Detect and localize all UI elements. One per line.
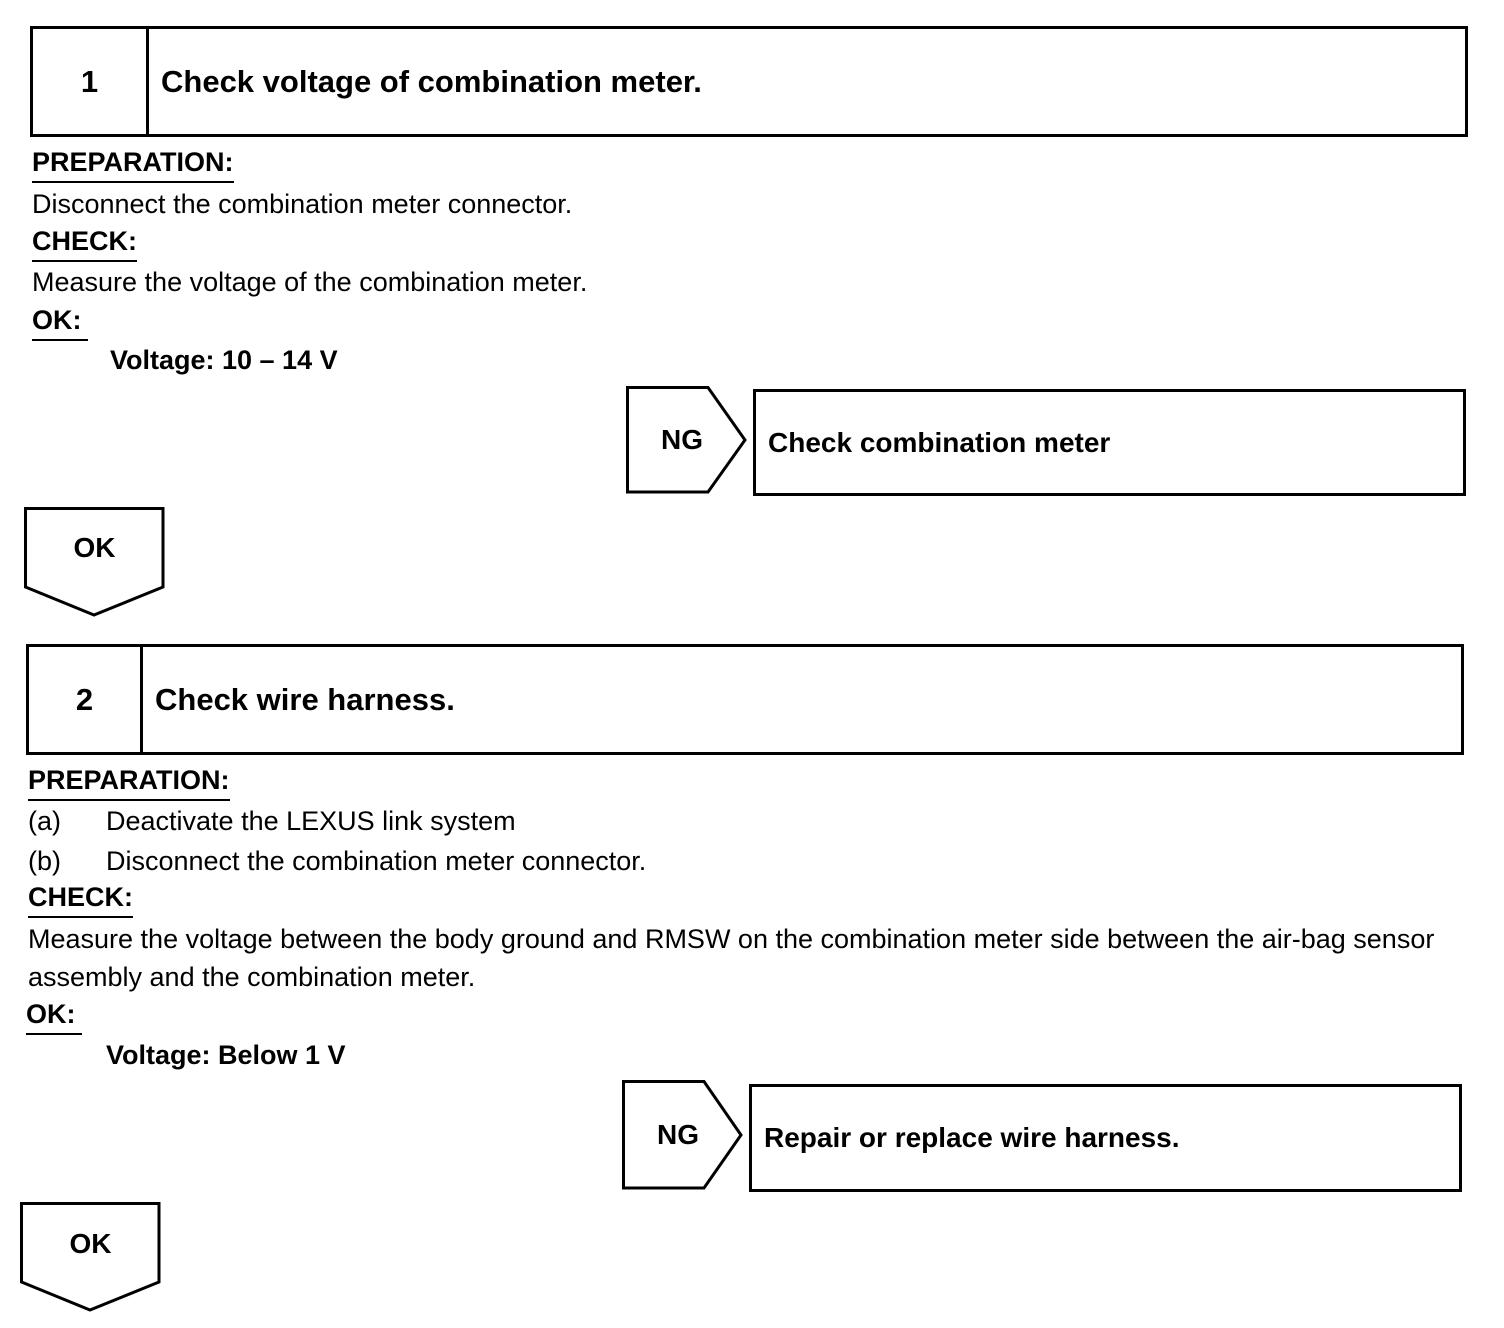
step-2-prep-item-b-text: Disconnect the combination meter connector. — [106, 846, 647, 876]
step-2-number: 2 — [29, 647, 143, 752]
step-1-number: 1 — [33, 29, 149, 134]
step-1-ng-result-box — [753, 389, 1466, 496]
step-1-preparation-text: Disconnect the combination meter connector. — [32, 189, 573, 219]
step-1-check-heading: CHECK: — [32, 225, 137, 262]
step-2-ng-result-text: Repair or replace wire harness. — [764, 1122, 1180, 1153]
step-1-title: Check voltage of combination meter. — [161, 63, 702, 99]
step-1-check-text: Measure the voltage of the combination meter. — [32, 267, 588, 297]
step-1-ok-spec: Voltage: 10 – 14 V — [110, 345, 338, 375]
step-1-ok-heading: OK: — [32, 304, 88, 341]
step-2-ng-label: NG — [657, 1119, 699, 1150]
step-1-header — [30, 26, 1468, 137]
step-2-preparation-heading: PREPARATION: — [28, 764, 230, 801]
step-2-ok-spec: Voltage: Below 1 V — [106, 1040, 346, 1070]
step-2-prep-item-a-label: (a) — [28, 806, 61, 836]
step-2-prep-item-a-text: Deactivate the LEXUS link system — [106, 806, 516, 836]
step-1-ok-label: OK — [73, 532, 116, 563]
step-2-ok-label: OK — [69, 1228, 112, 1259]
step-2-prep-item-b-label: (b) — [28, 846, 61, 876]
step-2-title: Check wire harness. — [155, 681, 455, 717]
step-2-ok-heading: OK: — [26, 998, 82, 1035]
step-2-ng-result-box — [749, 1084, 1462, 1192]
step-1-ng-result-text: Check combination meter — [768, 426, 1111, 458]
step-2-header — [26, 644, 1464, 755]
step-2-check-heading: CHECK: — [28, 881, 133, 918]
step-1-preparation-heading: PREPARATION: — [32, 146, 234, 183]
step-2-check-text: Measure the voltage between the body ground and RMSW on the combination meter side between the air-bag sensor assembly and the combination meter. — [28, 924, 1435, 992]
step-1-ng-label: NG — [661, 424, 703, 455]
